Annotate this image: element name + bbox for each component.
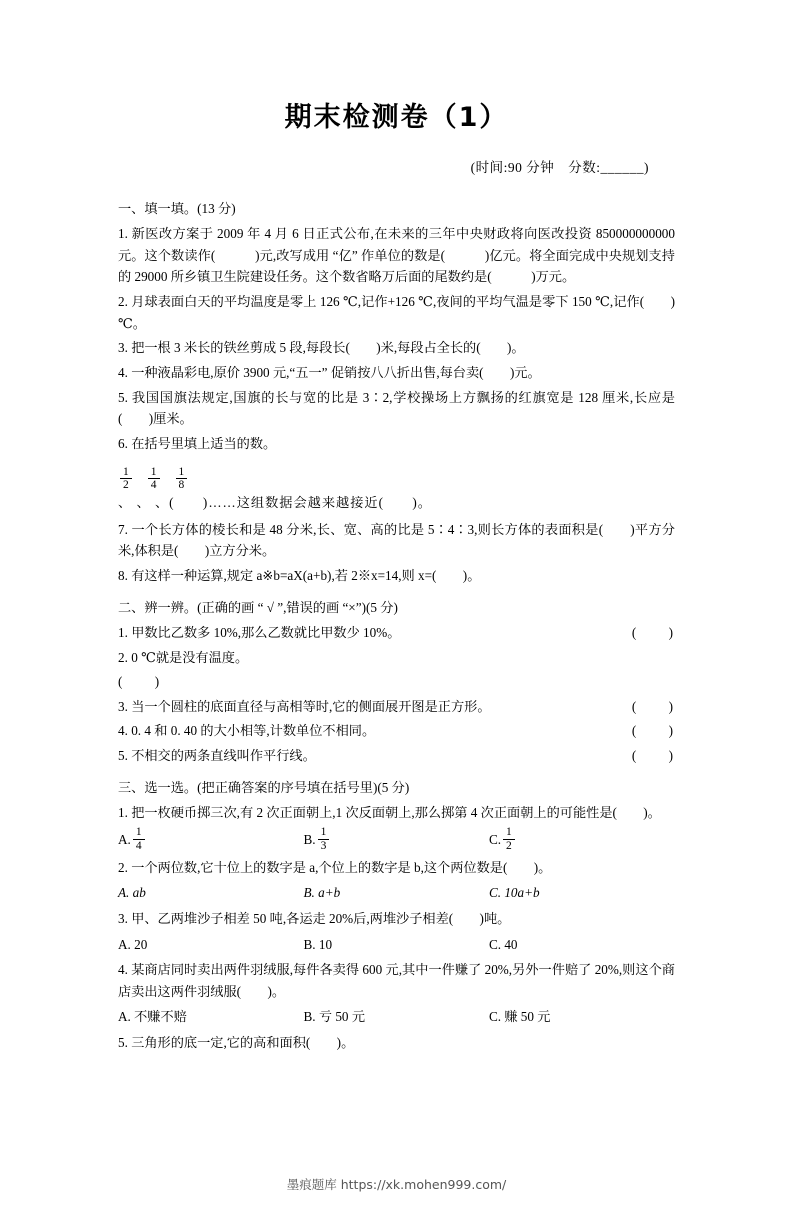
- choice-stem-4: 4. 某商店同时卖出两件羽绒服,每件各卖得 600 元,其中一件赚了 20%,另外一件赔了 20%,则这个商店卖出这两件羽绒服( )。: [118, 962, 675, 999]
- exam-meta: (时间:90 分钟 分数:______): [470, 160, 649, 175]
- choice-options-3: [118, 934, 675, 956]
- choice-option-4a[interactable]: A. 不赚不赔: [118, 1009, 187, 1025]
- question-1-8: 8. 有这样一种运算,规定 a※b=aX(a+b),若 2※x=14,则 x=( )。: [118, 568, 481, 584]
- fraction-sequence: [118, 467, 675, 511]
- choice-options-4: [118, 1006, 675, 1028]
- fraction-one-half: $\frac{1}{2}$: [120, 466, 132, 491]
- choice-options-1: [118, 827, 675, 852]
- truefalse-bracket-5[interactable]: ( ): [631, 748, 675, 764]
- truefalse-text-2: 2. 0 ℃就是没有温度。: [118, 649, 249, 665]
- truefalse-text-1: 1. 甲数比乙数多 10%,那么乙数就比甲数少 10%。: [118, 624, 401, 640]
- choice-option-4c[interactable]: C. 赚 50 元: [488, 1009, 551, 1025]
- truefalse-bracket-1[interactable]: ( ): [631, 624, 675, 640]
- choice-stem-5: 5. 三角形的底一定,它的高和面积( )。: [118, 1035, 355, 1051]
- choice-option-2a[interactable]: A. ab: [118, 885, 146, 901]
- truefalse-text-3: 3. 当一个圆柱的底面直径与高相等时,它的侧面展开图是正方形。: [118, 698, 491, 714]
- section-heading-truefalse: 二、辨一辨。(正确的画 “ √ ”,错误的画 “×”)(5 分): [118, 599, 398, 615]
- question-1-7: 7. 一个长方体的棱长和是 48 分米,长、宽、高的比是 5∶4∶3,则长方体的表面积是( )平方分米,体积是( )立方分米。: [118, 521, 675, 559]
- choice-option-2c[interactable]: C. 10a+b: [488, 885, 540, 901]
- truefalse-item-2: [118, 647, 675, 669]
- exam-body: [118, 198, 675, 1054]
- choice-option-1c-fraction: $\frac{1}{2}$: [503, 826, 515, 851]
- question-1-4: 4. 一种液晶彩电,原价 3900 元,“五一” 促销按八八折出售,每台卖( )元。: [118, 364, 541, 380]
- truefalse-item-3: [118, 696, 675, 718]
- question-1-6: 6. 在括号里填上适当的数。: [118, 435, 277, 451]
- page-title: 期末检测卷（1）: [284, 102, 509, 133]
- choice-option-3c[interactable]: C. 40: [488, 936, 518, 952]
- question-1-1: 1. 新医改方案于 2009 年 4 月 6 日正式公布,在未来的三年中央财政将向医改投资 850000000000 元。这个数读作( )元,改写成用 “亿” 作单位的数是( )亿元。将全面完成中央规划支持的 29000 所乡镇卫生院建设任务。这个数省略万后面的尾数约是( )万元。: [118, 226, 675, 285]
- choice-option-3a[interactable]: A. 20: [118, 936, 148, 952]
- fraction-sequence-tail: 、 、 、( )……这组数据会越来越接近( )。: [118, 494, 432, 510]
- choice-options-2: [118, 882, 675, 904]
- choice-stem-2: 2. 一个两位数,它十位上的数字是 a,个位上的数字是 b,这个两位数是( )。: [118, 859, 552, 875]
- choice-option-1c[interactable]: [489, 827, 674, 852]
- question-1-5: 5. 我国国旗法规定,国旗的长与宽的比是 3∶2,学校操场上方飘扬的红旗宽是 128 厘米,长应是( )厘米。: [118, 389, 675, 427]
- choice-option-1a-fraction: $\frac{1}{4}$: [133, 826, 145, 851]
- question-1-2: 2. 月球表面白天的平均温度是零上 126 ℃,记作+126 ℃,夜间的平均气温是零下 150 ℃,记作( )℃。: [118, 294, 675, 331]
- truefalse-item-4: [118, 720, 675, 742]
- truefalse-text-5: 5. 不相交的两条直线叫作平行线。: [118, 748, 316, 764]
- truefalse-bracket-2[interactable]: ( ): [118, 674, 162, 690]
- choice-option-4b[interactable]: B. 亏 50 元: [303, 1009, 366, 1025]
- section-heading-choice: 三、选一选。(把正确答案的序号填在括号里)(5 分): [118, 779, 410, 795]
- fraction-one-quarter: $\frac{1}{4}$: [148, 466, 160, 491]
- choice-option-1c-label: C.: [488, 832, 502, 848]
- fraction-one-eighth: $\frac{1}{8}$: [176, 466, 188, 491]
- truefalse-bracket-row-2: [118, 671, 675, 693]
- truefalse-item-1: [118, 622, 675, 644]
- choice-stem-1: 1. 把一枚硬币掷三次,有 2 次正面朝上,1 次反面朝上,那么掷第 4 次正面朝上的可能性是( )。: [118, 804, 661, 820]
- truefalse-text-4: 4. 0. 4 和 0. 40 的大小相等,计数单位不相同。: [118, 723, 376, 739]
- choice-option-1a-label: A.: [118, 832, 131, 848]
- choice-stem-3: 3. 甲、乙两堆沙子相差 50 吨,各运走 20%后,两堆沙子相差( )吨。: [118, 910, 511, 926]
- exam-page: [0, 95, 793, 1217]
- choice-option-1a[interactable]: [118, 827, 303, 852]
- choice-option-1b-fraction: $\frac{1}{3}$: [318, 826, 330, 851]
- truefalse-bracket-3[interactable]: ( ): [631, 698, 675, 714]
- question-1-3: 3. 把一根 3 米长的铁丝剪成 5 段,每段长( )米,每段占全长的( )。: [118, 340, 525, 356]
- choice-option-1b[interactable]: [303, 827, 488, 852]
- truefalse-item-5: [118, 745, 675, 767]
- choice-option-1b-label: B.: [303, 832, 316, 848]
- section-heading-fill: 一、填一填。(13 分): [118, 201, 236, 216]
- choice-option-3b[interactable]: B. 10: [303, 936, 333, 952]
- truefalse-bracket-4[interactable]: ( ): [631, 723, 675, 739]
- footer-watermark: 墨痕题库 https://xk.mohen999.com/: [286, 1177, 507, 1192]
- choice-option-2b[interactable]: B. a+b: [303, 885, 341, 901]
